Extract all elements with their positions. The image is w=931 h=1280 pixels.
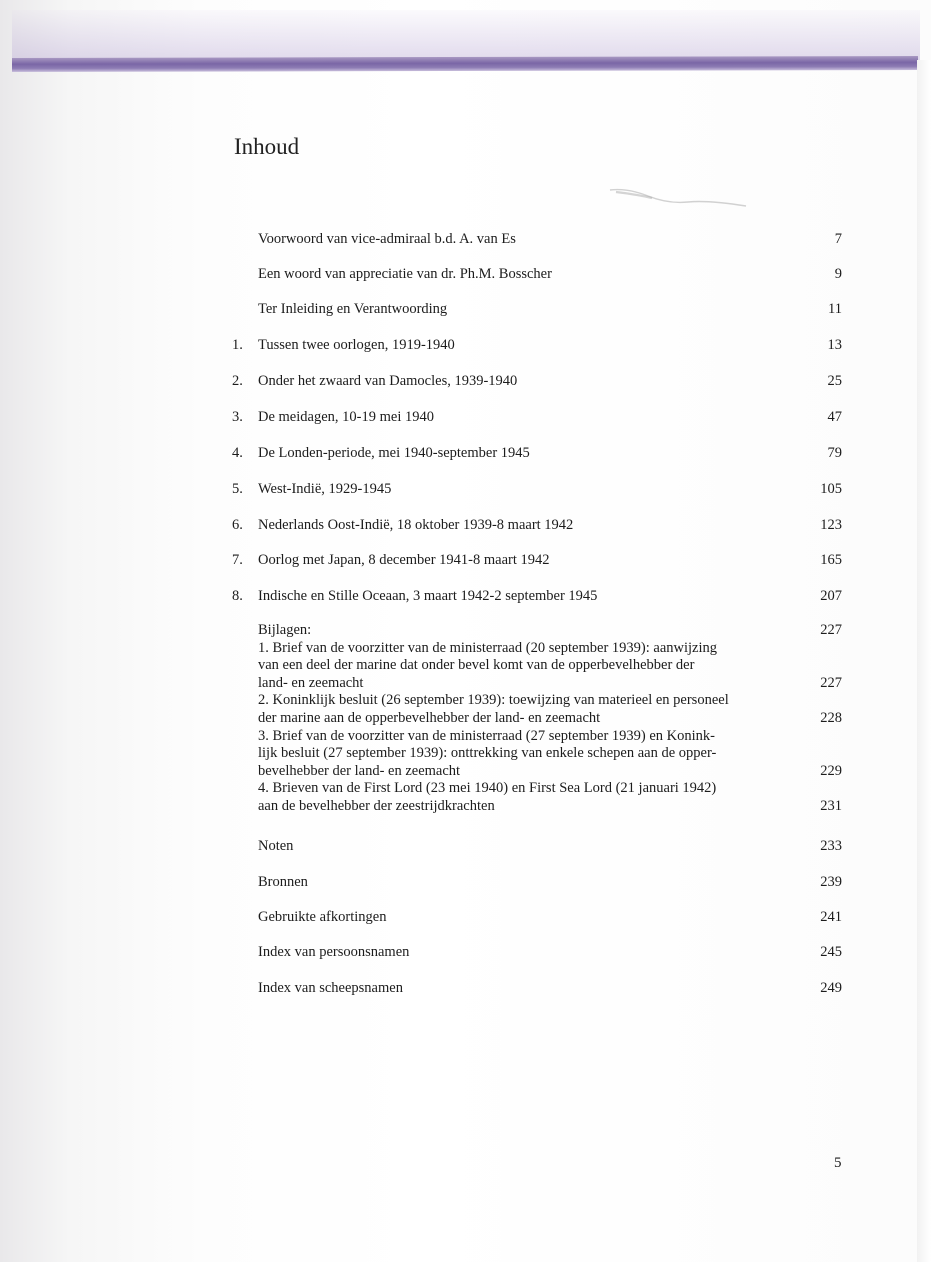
bijlagen-heading-line: [258, 622, 842, 640]
bijlagen-line-page: 231: [820, 797, 842, 814]
bijlagen-line: [258, 728, 842, 746]
toc-entry-page: 123: [820, 517, 842, 533]
toc-entry-label: Ter Inleiding en Verantwoording: [258, 301, 448, 317]
toc-entry-page: 47: [827, 409, 842, 425]
bijlagen-line-text: der marine aan de opperbevelhebber der land- en zeemacht: [258, 709, 601, 726]
toc-entry: [232, 479, 842, 499]
bijlagen-line-text: 3. Brief van de voorzitter van de ministerraad (27 september 1939) en Konink-: [258, 727, 716, 744]
toc-entry-label: Onder het zwaard van Damocles, 1939-1940: [258, 373, 518, 389]
toc-entry-page: 245: [820, 944, 842, 960]
toc-entry-page: 233: [820, 838, 842, 854]
bijlagen-line: [258, 675, 842, 693]
bijlagen-line: [258, 780, 842, 798]
toc-entry-label: Voorwoord van vice-admiraal b.d. A. van Es: [258, 231, 516, 247]
page-number: 5: [834, 1155, 842, 1171]
bijlagen-line-text: aan de bevelhebber der zeestrijdkrachten: [258, 797, 495, 814]
toc-entry-label: Bronnen: [258, 874, 308, 890]
toc-entry-page: 13: [827, 337, 842, 353]
toc-entry-label: Oorlog met Japan, 8 december 1941-8 maart 1942: [258, 552, 550, 568]
bijlagen-line-text: bevelhebber der land- en zeemacht: [258, 762, 461, 779]
bijlagen-line: [258, 763, 842, 781]
toc-entry: [232, 550, 842, 570]
toc-entry: [232, 335, 842, 355]
toc-entry-label: Tussen twee oorlogen, 1919-1940: [258, 337, 455, 353]
bijlagen-line: [258, 710, 842, 728]
bijlagen-line: [258, 798, 842, 816]
toc-entry-label: De meidagen, 10-19 mei 1940: [258, 409, 434, 425]
bijlagen-line-text: 2. Koninklijk besluit (26 september 1939): toewijzing van materieel en personeel: [258, 692, 729, 709]
toc-entry-label: Index van scheepsnamen: [258, 980, 403, 996]
toc-back-entry: [232, 836, 842, 856]
toc-entry-page: 207: [820, 588, 842, 604]
toc-entry-number: 1.: [232, 337, 243, 353]
bijlagen-line-text: 4. Brieven van de First Lord (23 mei 1940) en First Sea Lord (21 januari 1942): [258, 780, 717, 797]
toc-entry-page: 105: [820, 481, 842, 497]
toc-back-entry: [232, 942, 842, 962]
bijlagen-line: [258, 657, 842, 675]
bijlagen-heading: Bijlagen:: [258, 622, 312, 638]
bottom-edge: [0, 1262, 931, 1280]
smudge-mark: [608, 186, 748, 210]
toc-entry-number: 2.: [232, 373, 243, 389]
bijlagen-line-text: lijk besluit (27 september 1939): onttrekking van enkele schepen aan de opper-: [258, 745, 717, 762]
toc-entry-label: West-Indië, 1929-1945: [258, 481, 392, 497]
toc-entry-label: Noten: [258, 838, 294, 854]
toc-entry-page: 79: [827, 445, 842, 461]
bijlagen-line-text: 1. Brief van de voorzitter van de ministerraad (20 september 1939): aanwijzing: [258, 639, 718, 656]
toc-entry: [232, 229, 842, 249]
toc-entry-page: 7: [834, 231, 842, 247]
toc-entry-label: Indische en Stille Oceaan, 3 maart 1942-2 september 1945: [258, 588, 598, 604]
toc-entry: [232, 443, 842, 463]
bijlagen-line-text: land- en zeemacht: [258, 674, 364, 691]
toc-entry-label: Een woord van appreciatie van dr. Ph.M. Bosscher: [258, 266, 552, 282]
toc-entry-number: 6.: [232, 517, 243, 533]
bijlagen-line-page: 228: [820, 709, 842, 726]
toc-entry-label: Index van persoonsnamen: [258, 944, 410, 960]
toc-entry-page: 239: [820, 874, 842, 890]
toc-entry-number: 7.: [232, 552, 243, 568]
toc-entry-page: 25: [827, 373, 842, 389]
toc-entry: [232, 371, 842, 391]
toc-entry-page: 165: [820, 552, 842, 568]
toc-entry: [232, 407, 842, 427]
toc-back-entry: [232, 907, 842, 927]
toc-back-entry: [232, 872, 842, 892]
toc-entry-page: 241: [820, 909, 842, 925]
toc-entry-label: Gebruikte afkortingen: [258, 909, 387, 925]
toc-entry: [232, 586, 842, 606]
bijlagen-section: [258, 622, 842, 816]
bijlagen-line-page: 229: [820, 762, 842, 779]
toc-entry: [232, 299, 842, 319]
bijlagen-line: [258, 745, 842, 763]
bijlagen-line: [258, 640, 842, 658]
toc-entry: [232, 264, 842, 284]
bijlagen-line-text: van een deel der marine dat onder bevel komt van de opperbevelhebber der: [258, 657, 695, 674]
bijlagen-line-page: 227: [820, 674, 842, 691]
toc-entry-label: Nederlands Oost-Indië, 18 oktober 1939-8 maart 1942: [258, 517, 574, 533]
bijlagen-heading-page: 227: [820, 622, 842, 638]
toc-entry-number: 5.: [232, 481, 243, 497]
toc-entry-page: 11: [828, 301, 842, 317]
page-title: Inhoud: [234, 134, 300, 159]
toc-entry-number: 3.: [232, 409, 243, 425]
toc-entry-number: 8.: [232, 588, 243, 604]
purple-band: [12, 56, 918, 72]
bijlagen-line: [258, 692, 842, 710]
toc-entry-page: 9: [834, 266, 842, 282]
toc-entry: [232, 515, 842, 535]
toc-back-entry: [232, 978, 842, 998]
top-shadow: [12, 10, 920, 60]
right-edge: [917, 60, 931, 1265]
toc-entry-page: 249: [820, 980, 842, 996]
toc-entry-label: De Londen-periode, mei 1940-september 1945: [258, 445, 530, 461]
toc-entry-number: 4.: [232, 445, 243, 461]
